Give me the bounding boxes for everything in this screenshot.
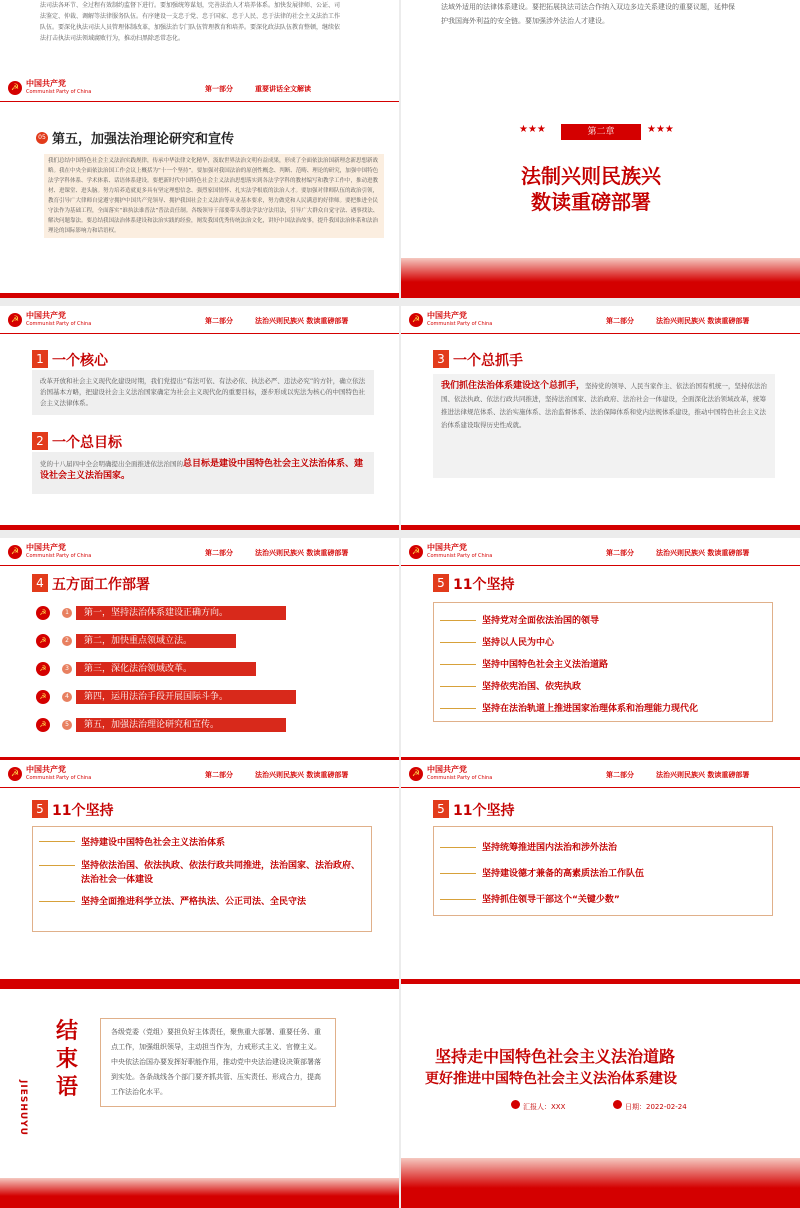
- cover-title-1: 坚持走中国特色社会主义法治道路: [435, 1047, 676, 1066]
- number-4: 4: [32, 574, 48, 592]
- aspect-item: 第一，坚持法治体系建设正确方向。: [76, 606, 286, 620]
- stars-right: ★★★: [647, 124, 674, 135]
- slide-eleven-persist-2: [0, 760, 399, 984]
- section-body: 我们总结中国特色社会主义法治实践规律，传承中华法律文化精华，汲取世界法治文明有益成果，形成了全面依法治国新理念新思想新战略。我在中央全面依法治国工作会议上概括为“十一个坚持”。要加强对我国法治的原创性概念、判断、范畴、理论的研究，加强中国特色法学学科体系、学术体系、话语体系建设。要把新时代中国特色社会主义法治思想落实到各法学学科的教材编写和教学工作中，推动进教材、进课堂、进头脑。努力培养造就更多具有坚定理想信念、强烈家国情怀、扎实法学根底的法治人才。要加强对律师队伍的政治引领，教育引导广大律师自觉遵守拥护中国共产党领导、拥护我国社会主义法治等从业基本要求，努力做党和人民满意的好律师。要把推进全民守法作为基础工程，全面落实“谁执法谁普法”普法责任制。各级领导干部要带头尊法学法守法用法，引导广大群众自觉守法、遇事找法、解决问题靠法。要总结我国法治体系建设和法治实践的经验，阐发我国优秀传统法治文化，讲好中国法治故事，提升我国法治体系和法治理论的国际影响力和话语权。: [44, 154, 384, 238]
- slide-header: [0, 760, 399, 788]
- party-emblem-icon: ☭: [8, 313, 22, 327]
- part-title: 法治兴则民族兴 数读重磅部署: [656, 317, 750, 325]
- aspect-item: 第三，深化法治领域改革。: [76, 662, 256, 676]
- slide-header: [0, 538, 399, 566]
- slide-header: [401, 538, 800, 566]
- part-title: 法治兴则民族兴 数读重磅部署: [255, 317, 349, 325]
- slide-section-five: [0, 74, 399, 298]
- persist-item: 坚持统筹推进国内法治和涉外法治: [482, 843, 618, 853]
- party-emblem-icon: ☭: [8, 767, 22, 781]
- part-label: 第二部分: [205, 317, 233, 325]
- party-emblem-icon: ☭: [36, 606, 50, 620]
- part-title: 法治兴则民族兴 数读重磅部署: [255, 549, 349, 557]
- persist-item: 坚持在法治轨道上推进国家治理体系和治理能力现代化: [482, 704, 699, 714]
- persist-box: [433, 826, 773, 916]
- top-right-text: 法域外适用的法律体系建设。要把拓展执法司法合作纳入双边多边关系建设的重要议题，延伸保护我国海外利益的安全链。要加强涉外法治人才建设。: [441, 3, 735, 25]
- section-title: 第五，加强法治理论研究和宣传: [52, 132, 235, 147]
- slide-top-left: [0, 0, 399, 84]
- chapter-title-2: 数读重磅部署: [531, 190, 651, 214]
- heading-lever: 一个总抓手: [453, 353, 523, 369]
- persist-item: 坚持抓住领导干部这个“关键少数”: [482, 895, 620, 905]
- party-name: 中国共产党 Communist Party of China: [26, 79, 92, 95]
- slide-chapter-two: [401, 74, 800, 298]
- part-label: 第一部分: [205, 85, 233, 93]
- heading-core: 一个核心: [52, 353, 108, 369]
- party-emblem-icon: ☭: [8, 81, 22, 95]
- party-emblem-icon: ☭: [36, 718, 50, 732]
- slide-top-right: [401, 0, 800, 84]
- party-emblem-icon: ☭: [36, 690, 50, 704]
- aspect-item: 第二，加快重点领域立法。: [76, 634, 236, 648]
- badge: 05: [36, 132, 48, 144]
- persist-item: 坚持全面推进科学立法、严格执法、公正司法、全民守法: [81, 897, 307, 907]
- goal-body: 党的十八届四中全会明确提出全面推进依法治国的总目标是建设中国特色社会主义法治体系、建设社会主义法治国家。: [32, 452, 374, 494]
- number-5: 5: [433, 800, 449, 818]
- slide-eleven-persist-3: [401, 760, 800, 984]
- user-icon: [511, 1100, 520, 1109]
- party-emblem-icon: ☭: [36, 634, 50, 648]
- party-emblem-icon: ☭: [8, 545, 22, 559]
- persist-item: 坚持建设德才兼备的高素质法治工作队伍: [482, 869, 645, 879]
- slide-eleven-persist-1: [401, 538, 800, 762]
- party-name: 中国共产党 Communist Party of China: [26, 543, 92, 559]
- number-2: 2: [32, 432, 48, 450]
- slide-core-goal: [0, 306, 399, 530]
- party-name: 中国共产党 Communist Party of China: [26, 765, 92, 781]
- chapter-label: 第二章: [561, 124, 641, 140]
- calendar-icon: [613, 1100, 622, 1109]
- persist-item: 坚持中国特色社会主义法治道路: [482, 660, 609, 670]
- number-5: 5: [32, 800, 48, 818]
- number-1: 1: [32, 350, 48, 368]
- slide-conclusion: [0, 984, 399, 1208]
- party-name: 中国共产党 Communist Party of China: [26, 311, 92, 327]
- party-name: 中国共产党 Communist Party of China: [427, 543, 493, 559]
- party-name: 中国共产党 Communist Party of China: [427, 765, 493, 781]
- conclusion-en: JIESHUYU: [18, 1080, 28, 1136]
- lever-body: 我们抓住法治体系建设这个总抓手，坚持党的领导、人民当家作主、依法治国有机统一，坚持依法治国、依法执政、依法行政共同推进，坚持法治国家、法治政府、法治社会一体建设，全面深化法治领域改革，统筹推进法律规范体系、法治实施体系、法治监督体系、法治保障体系和党内法规体系建设，推动中国特色社会主义法治体系建设取得历史性成就。: [433, 374, 775, 478]
- part-label: 第二部分: [606, 549, 634, 557]
- party-emblem-icon: ☭: [409, 313, 423, 327]
- persist-box: [433, 602, 773, 722]
- party-emblem-icon: ☭: [36, 662, 50, 676]
- persist-box: [32, 826, 372, 932]
- heading-goal: 一个总目标: [52, 435, 122, 451]
- item-marker: 1: [62, 608, 72, 618]
- slide-five-aspects: [0, 538, 399, 762]
- top-left-text: 法司法各环节、全过程有效制约监督下进行。要加强统筹谋划，完善法治人才培养体系。加快发展律师、公证、司法鉴定、仲裁、调解等法律服务队伍。有序建设一支忠于党、忠于国家、忠于人民、忠于法律的社会主义法治工作队伍。要深化执法司法人员管理体制改革，加强法治专门队伍管理教育和培养。要深化政法队伍教育整顿，继续依法打击执法司法领域腐败行为，推动扫黑除恶常态化。: [40, 2, 341, 42]
- heading-eleven: 11个坚持: [453, 577, 515, 593]
- part-title: 法治兴则民族兴 数读重磅部署: [255, 771, 349, 779]
- item-marker: 4: [62, 692, 72, 702]
- part-label: 第二部分: [205, 549, 233, 557]
- persist-item: 坚持党对全面依法治国的领导: [482, 616, 600, 626]
- slide-header: [401, 306, 800, 334]
- part-title: 重要讲话全文解读: [255, 85, 311, 93]
- slide-cover: [401, 984, 800, 1208]
- persist-item: 坚持建设中国特色社会主义法治体系: [81, 838, 226, 848]
- number-3: 3: [433, 350, 449, 368]
- slide-general-lever: [401, 306, 800, 530]
- party-name: 中国共产党 Communist Party of China: [427, 311, 493, 327]
- red-wave-decoration: [401, 258, 800, 298]
- part-label: 第二部分: [606, 771, 634, 779]
- party-emblem-icon: ☭: [409, 545, 423, 559]
- item-marker: 2: [62, 636, 72, 646]
- persist-item: 坚持依宪治国、依宪执政: [482, 682, 582, 692]
- persist-item: 坚持以人民为中心: [482, 638, 555, 648]
- aspect-item: 第四，运用法治手段开展国际斗争。: [76, 690, 296, 704]
- part-title: 法治兴则民族兴 数读重磅部署: [656, 771, 750, 779]
- heading-eleven: 11个坚持: [453, 803, 515, 819]
- party-emblem-icon: ☭: [409, 767, 423, 781]
- core-body: 改革开放和社会主义现代化建设时期，我们党提出“有法可依、有法必依、执法必严、违法必究”的方针，确立依法治国基本方略，把建设社会主义法治国家确定为社会主义现代化的重要目标，逐步形成以宪法为核心的中国特色社会主义法律体系。: [32, 370, 374, 415]
- reporter: 汇报人：XXX: [511, 1100, 565, 1112]
- number-5: 5: [433, 574, 449, 592]
- chapter-title-1: 法制兴则民族兴: [521, 164, 661, 188]
- stars-left: ★★★: [519, 124, 546, 135]
- item-marker: 3: [62, 664, 72, 674]
- red-wave-decoration: [401, 1158, 800, 1208]
- conclusion-body: 各级党委（党组）要担负好主体责任，聚焦重大部署、重要任务、重点工作，加强组织领导，主动担当作为，力戒形式主义、官僚主义。中央依法治国办要发挥好职能作用，推动党中央法治建设决策部署落到实处。各条战线各个部门要齐抓共管、压实责任、形成合力，提高工作法治化水平。: [100, 1018, 336, 1107]
- date: 日期：2022-02-24: [613, 1100, 687, 1112]
- slide-header: [0, 306, 399, 334]
- cover-title-2: 更好推进中国特色社会主义法治体系建设: [425, 1071, 677, 1087]
- slide-header: [0, 74, 399, 102]
- part-label: 第二部分: [205, 771, 233, 779]
- persist-item: 坚持依法治国、依法执政、依法行政共同推进，法治国家、法治政府、法治社会一体建设: [81, 861, 361, 885]
- part-label: 第二部分: [606, 317, 634, 325]
- slide-header: [401, 760, 800, 788]
- item-marker: 5: [62, 720, 72, 730]
- heading-five: 五方面工作部署: [52, 577, 150, 593]
- red-wave-decoration: [0, 1178, 399, 1208]
- conclusion-vertical-title: 结束语: [55, 1019, 78, 1100]
- part-title: 法治兴则民族兴 数读重磅部署: [656, 549, 750, 557]
- heading-eleven: 11个坚持: [52, 803, 114, 819]
- aspect-item: 第五，加强法治理论研究和宣传。: [76, 718, 286, 732]
